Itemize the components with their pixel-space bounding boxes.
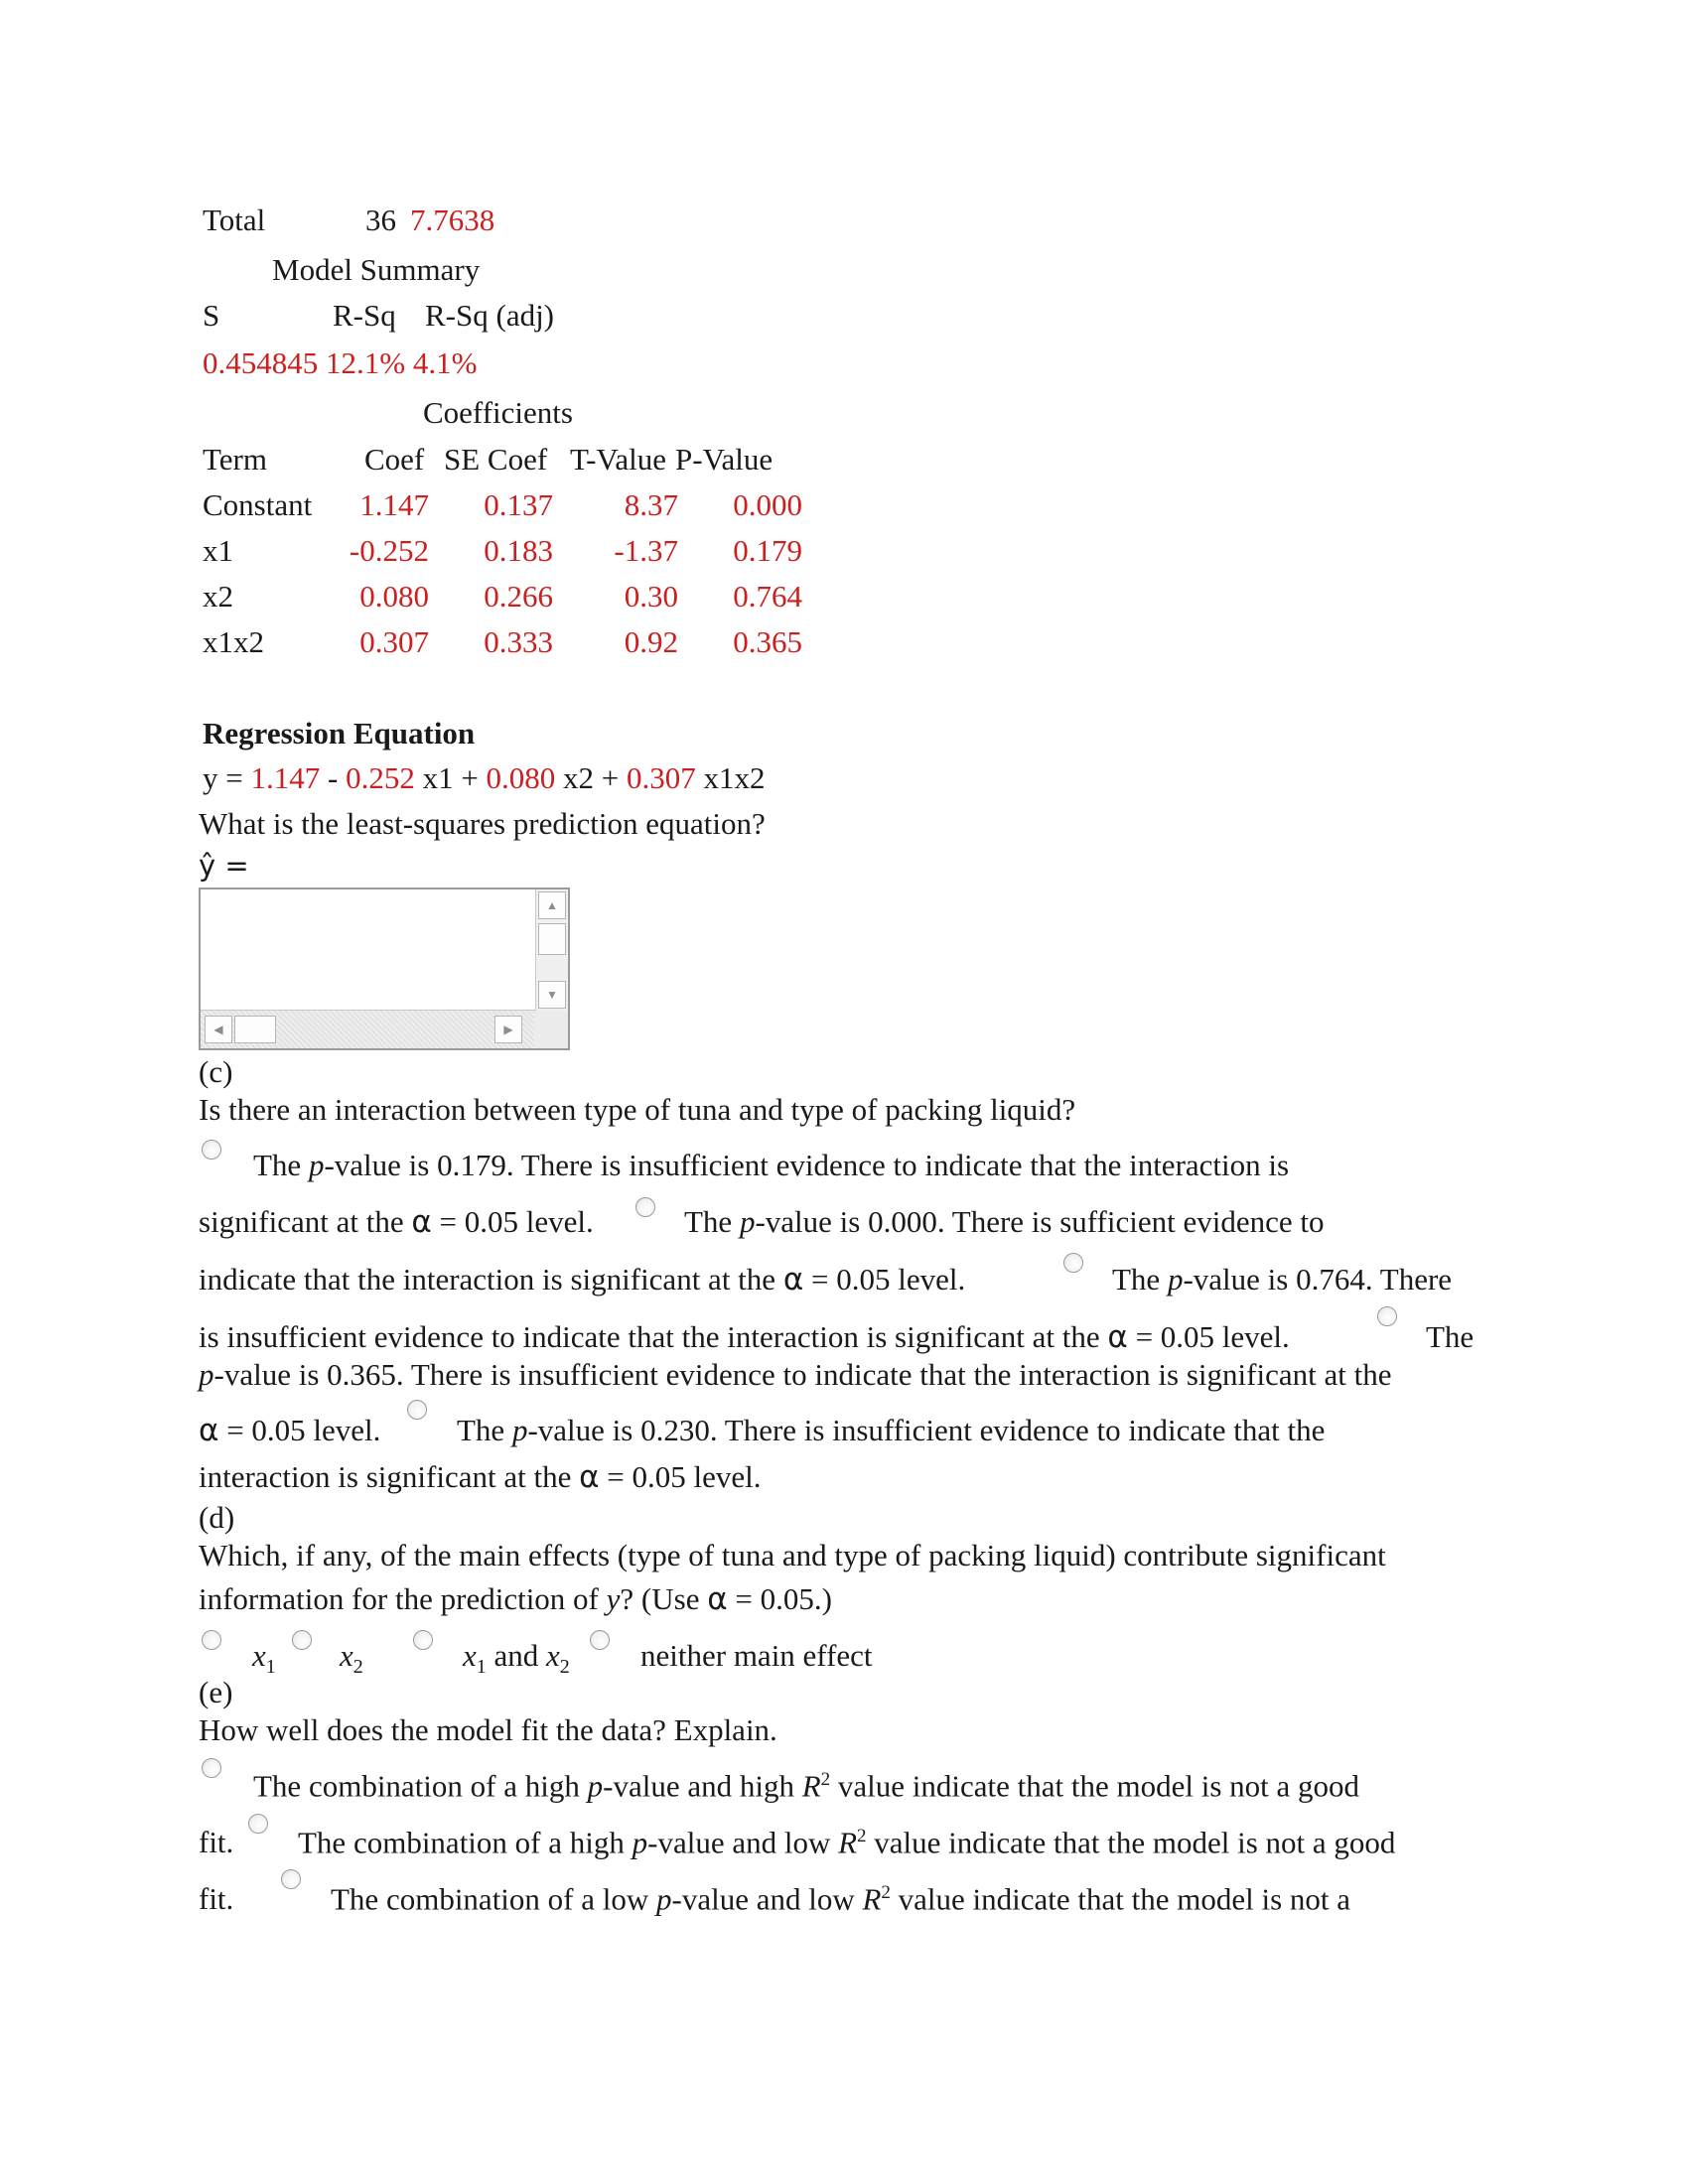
regression-title: Regression Equation (203, 716, 476, 751)
part-d-option-neither-label: neither main effect (640, 1638, 873, 1673)
part-d-option-neither-radio[interactable] (590, 1630, 610, 1650)
coef-term: x1x2 (203, 624, 264, 659)
part-c-line-2b (684, 1206, 1325, 1237)
text: The combination of a low (331, 1881, 656, 1917)
text: and (486, 1638, 547, 1673)
alpha-symbol: α (782, 1262, 804, 1297)
coef-value: 0.307 (359, 624, 429, 659)
superscript: 2 (820, 1769, 831, 1790)
anova-total-label: Total (203, 203, 266, 237)
coef-term: x2 (203, 579, 233, 614)
coef-p: 0.365 (733, 624, 802, 659)
eq-term-x1: x1 + (414, 760, 487, 795)
part-c-line-3a (199, 1264, 965, 1296)
ms-value-rsq: 12.1% (326, 345, 406, 380)
text: indicate that the interaction is significant at the (199, 1262, 783, 1297)
coef-header-term: Term (203, 442, 267, 477)
part-c-option-3-radio[interactable] (1063, 1253, 1083, 1273)
alpha-symbol: α (1107, 1319, 1128, 1355)
text: = 0.05 level. (1127, 1319, 1290, 1354)
vertical-scrollbar[interactable] (535, 889, 568, 1013)
scroll-left-icon[interactable]: ◀ (205, 1016, 232, 1043)
part-e-option-3-radio[interactable] (281, 1869, 301, 1889)
superscript: 2 (857, 1826, 867, 1846)
model-summary-values (203, 347, 477, 378)
text: The (457, 1413, 512, 1447)
coef-header-coef: Coef (364, 442, 425, 477)
text: -value is 0.179. There is insufficient evidence to indicate that the interaction is (324, 1148, 1290, 1182)
p-italic: p (511, 1413, 528, 1447)
coefficients-title: Coefficients (423, 395, 573, 430)
eq-coef-x1: 0.252 (346, 760, 415, 795)
p-italic: p (308, 1148, 325, 1182)
x-italic: x (340, 1638, 353, 1673)
text: -value is 0.230. There is insufficient evidence to indicate that the (527, 1413, 1326, 1447)
text: significant at the (199, 1204, 412, 1239)
part-e-option-2-radio[interactable] (248, 1814, 268, 1834)
eq-constant: 1.147 (250, 760, 321, 795)
scroll-up-icon[interactable]: ▲ (538, 891, 566, 919)
coef-t: 0.92 (624, 624, 678, 659)
coef-se: 0.333 (484, 624, 553, 659)
part-d-option-x2-label (340, 1640, 363, 1677)
alpha-symbol: α (579, 1459, 600, 1495)
eq-op: - (320, 760, 347, 795)
x-italic: x (252, 1638, 266, 1673)
text: interaction is significant at the (199, 1459, 580, 1494)
part-e-line-3-fit: fit. (199, 1881, 234, 1916)
text: ? (Use (620, 1581, 708, 1616)
x-italic: x (546, 1638, 560, 1673)
text: -value and low (671, 1881, 863, 1917)
scroll-down-icon[interactable]: ▼ (538, 981, 566, 1009)
part-e-line-2 (298, 1825, 1396, 1860)
coef-t: 8.37 (624, 487, 678, 522)
coef-value: 1.147 (359, 487, 429, 522)
hscroll-thumb[interactable] (234, 1016, 276, 1043)
part-c-line-6b (457, 1415, 1325, 1445)
part-d-option-x1-label (252, 1640, 276, 1677)
eq-y: y = (203, 760, 243, 795)
text: -value is 0.764. There (1183, 1262, 1453, 1297)
alpha-symbol: α (411, 1204, 432, 1240)
part-c-option-2-radio[interactable] (635, 1197, 655, 1217)
textarea-content[interactable] (207, 895, 528, 1005)
part-e-label: (e) (199, 1675, 233, 1709)
part-d-question-2 (199, 1583, 832, 1615)
coef-se: 0.266 (484, 579, 553, 614)
text: The (684, 1204, 740, 1239)
part-c-line-6a (199, 1415, 380, 1446)
coef-se: 0.137 (484, 487, 553, 522)
regression-equation (203, 762, 766, 793)
scroll-right-icon[interactable]: ▶ (494, 1016, 522, 1043)
coef-p: 0.764 (733, 579, 802, 614)
part-c-line-3b (1112, 1264, 1452, 1295)
p-italic: p (656, 1881, 672, 1917)
coef-t: -1.37 (614, 533, 678, 568)
text: information for the prediction of (199, 1581, 607, 1616)
eq-coef-x1x2: 0.307 (627, 760, 696, 795)
coef-header-t: T-Value (570, 442, 666, 477)
part-c-line-4b: The (1426, 1319, 1475, 1354)
text: is insufficient evidence to indicate that the interaction is significant at the (199, 1319, 1108, 1354)
coef-term: Constant (203, 487, 313, 522)
superscript: 2 (881, 1882, 891, 1903)
p-italic: p (587, 1768, 604, 1804)
eq-coef-x2: 0.080 (486, 760, 556, 795)
part-c-option-5-radio[interactable] (407, 1400, 427, 1420)
part-d-question-1: Which, if any, of the main effects (type of tuna and type of packing liquid) contribute significant (199, 1538, 1386, 1572)
text: = 0.05 level. (599, 1459, 762, 1494)
text: The (253, 1148, 309, 1182)
subscript: 2 (559, 1656, 570, 1679)
text: = 0.05.) (727, 1581, 832, 1616)
part-c-line-7 (199, 1461, 762, 1493)
ms-value-rsq-adj: 4.1% (412, 345, 478, 380)
subscript: 1 (265, 1656, 276, 1679)
part-d-option-x2-radio[interactable] (292, 1630, 312, 1650)
y-italic: y (606, 1581, 621, 1616)
part-c-option-4-radio[interactable] (1377, 1306, 1397, 1326)
coef-value: 0.080 (359, 579, 429, 614)
alpha-symbol: α (707, 1581, 728, 1617)
text: value indicate that the model is not a good (866, 1825, 1396, 1860)
text: -value is 0.365. There is insufficient evidence to indicate that the interaction is significant at the (213, 1357, 1392, 1392)
part-c-option-1-radio[interactable] (202, 1140, 221, 1160)
coef-value: -0.252 (349, 533, 429, 568)
text: value indicate that the model is not a good (830, 1768, 1360, 1804)
r-italic: R (801, 1768, 821, 1804)
eq-term-x2: x2 + (555, 760, 628, 795)
text: = 0.05 level. (218, 1413, 381, 1447)
model-summary-title: Model Summary (272, 252, 481, 287)
part-c-question: Is there an interaction between type of tuna and type of packing liquid? (199, 1092, 1076, 1127)
ms-value-s: 0.454845 (203, 345, 319, 380)
part-e-option-1-radio[interactable] (202, 1758, 221, 1778)
coef-header-p: P-Value (675, 442, 774, 477)
text: value indicate that the model is not a (890, 1881, 1351, 1917)
part-c-line-4a (199, 1321, 1290, 1353)
text: -value and high (603, 1768, 802, 1804)
r-italic: R (838, 1825, 858, 1860)
p-italic: p (632, 1825, 648, 1860)
ms-header-s: S (203, 298, 220, 333)
subscript: 2 (352, 1656, 363, 1679)
text: -value is 0.000. There is sufficient evidence to (755, 1204, 1325, 1239)
r-italic: R (862, 1881, 882, 1917)
text: The (1112, 1262, 1168, 1297)
ms-header-rsq-adj: R-Sq (adj) (425, 298, 555, 333)
part-e-line-1 (253, 1768, 1360, 1804)
yhat-label: ŷ = (199, 849, 249, 883)
part-e-line-3 (331, 1881, 1351, 1917)
text: The combination of a high (253, 1768, 588, 1804)
prediction-question: What is the least-squares prediction equation? (199, 806, 766, 841)
part-e-line-2-fit: fit. (199, 1825, 234, 1859)
coef-p: 0.179 (733, 533, 802, 568)
text: = 0.05 level. (431, 1204, 594, 1239)
part-c-line-1 (253, 1150, 1289, 1180)
part-d-option-both-radio[interactable] (413, 1630, 433, 1650)
prediction-equation-textarea[interactable] (199, 887, 570, 1050)
x-italic: x (463, 1638, 477, 1673)
horizontal-scrollbar[interactable] (201, 1010, 536, 1048)
coef-se: 0.183 (484, 533, 553, 568)
coef-term: x1 (203, 533, 233, 568)
part-e-question: How well does the model fit the data? Explain. (199, 1712, 777, 1747)
text: -value and low (647, 1825, 839, 1860)
part-c-line-2a (199, 1206, 594, 1238)
text: = 0.05 level. (803, 1262, 966, 1297)
scroll-corner (534, 1011, 568, 1048)
part-d-option-both-label (463, 1640, 570, 1677)
ms-header-rsq: R-Sq (333, 298, 396, 333)
subscript: 1 (476, 1656, 487, 1679)
coef-p: 0.000 (733, 487, 802, 522)
p-italic: p (739, 1204, 756, 1239)
part-c-line-5 (199, 1359, 1391, 1390)
eq-term-x1x2: x1x2 (695, 760, 766, 795)
text: The combination of a high (298, 1825, 633, 1860)
p-italic: p (1167, 1262, 1184, 1297)
part-c-label: (c) (199, 1054, 233, 1089)
p-italic: p (199, 1357, 214, 1392)
anova-total-df: 36 (365, 203, 396, 237)
coef-t: 0.30 (624, 579, 678, 614)
scroll-thumb[interactable] (538, 923, 566, 955)
anova-total-ss: 7.7638 (410, 203, 495, 237)
coef-header-se: SE Coef (444, 442, 548, 477)
part-d-option-x1-radio[interactable] (202, 1630, 221, 1650)
alpha-symbol: α (199, 1413, 219, 1448)
part-d-label: (d) (199, 1500, 235, 1535)
